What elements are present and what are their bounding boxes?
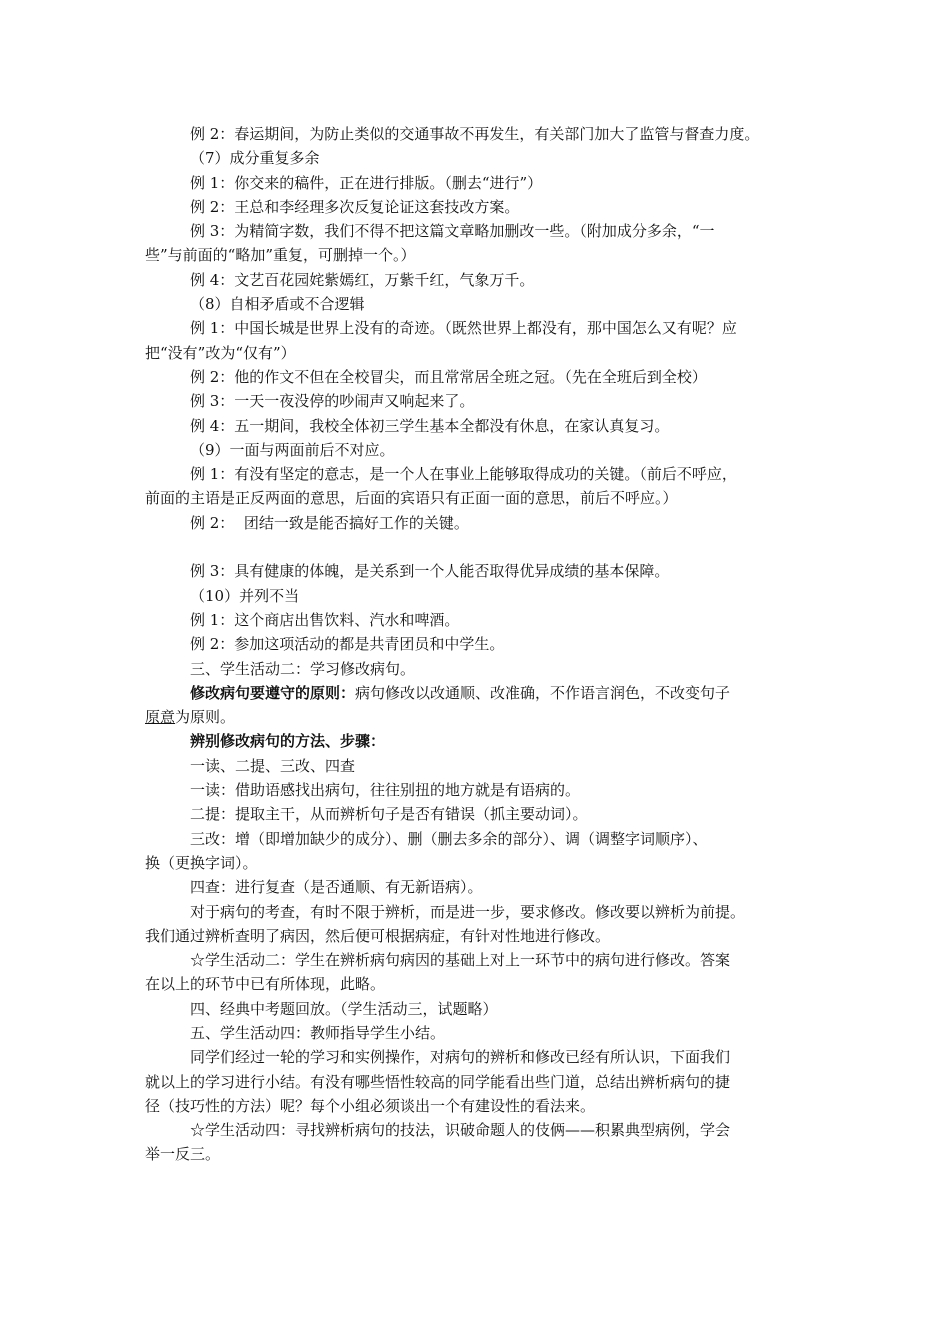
example-line: 例 1：你交来的稿件，正在进行排版。（删去“进行”） — [190, 173, 543, 192]
example-line: 例 2： 团结一致是能否搞好工作的关键。 — [190, 513, 469, 532]
activity-paragraph: ☆学生活动四：寻找辨析病句的技法，识破命题人的伎俩——积累典型病例，学会 — [190, 1121, 731, 1140]
underlined-term: 原意 — [145, 708, 176, 727]
principle-paragraph-continued — [145, 705, 805, 729]
example-line: 例 3：具有健康的体魄，是关系到一个人能否取得优异成绩的基本保障。 — [190, 562, 670, 581]
example-line-continued: 把“没有”改为“仅有”） — [145, 343, 296, 362]
body-paragraph: 同学们经过一轮的学习和实例操作，对病句的辨析和修改已经有所认识，下面我们 — [190, 1048, 731, 1067]
blank-line — [145, 535, 805, 559]
method-heading: 辨别修改病句的方法、步骤： — [190, 732, 386, 751]
method-line: 二提：提取主干，从而辨析句子是否有错误（抓主要动词）。 — [190, 805, 588, 824]
section-heading: 三、学生活动二：学习修改病句。 — [190, 659, 416, 678]
example-line: 例 2：王总和李经理多次反复论证这套技改方案。 — [190, 197, 520, 216]
document-page — [145, 122, 805, 1167]
example-line: 例 2：他的作文不但在全校冒尖，而且常常居全班之冠。（先在全班后到全校） — [190, 367, 707, 386]
principle-text: 病句修改以改通顺、改准确，不作语言润色，不改变句子 — [355, 683, 731, 702]
section-heading: （7）成分重复多余 — [190, 149, 320, 168]
method-line-continued: 换（更换字词）。 — [145, 853, 258, 872]
body-paragraph-continued: 我们通过辨析查明了病因，然后便可根据病症，有针对性地进行修改。 — [145, 926, 611, 945]
example-line-continued: 前面的主语是正反两面的意思，后面的宾语只有正面一面的意思，前后不呼应。） — [145, 489, 678, 508]
body-paragraph-continued: 就以上的学习进行小结。有没有哪些悟性较高的同学能看出些门道，总结出辨析病句的捷 — [145, 1072, 731, 1091]
method-line: 一读、二提、三改、四查 — [190, 756, 356, 775]
method-line: 一读：借助语感找出病句，往往别扭的地方就是有语病的。 — [190, 781, 581, 800]
activity-paragraph-continued: 在以上的环节中已有所体现，此略。 — [145, 975, 386, 994]
example-line: 例 1：有没有坚定的意志，是一个人在事业上能够取得成功的关键。（前后不呼应， — [190, 465, 737, 484]
body-paragraph-continued: 径（技巧性的方法）呢？每个小组必须谈出一个有建设性的看法来。 — [145, 1096, 596, 1115]
section-heading: 四、经典中考题回放。（学生活动三，试题略） — [190, 999, 498, 1018]
example-line: 例 4：五一期间，我校全体初三学生基本全都没有休息，在家认真复习。 — [190, 416, 670, 435]
example-line: 例 3：一天一夜没停的吵闹声又响起来了。 — [190, 392, 475, 411]
activity-paragraph: ☆学生活动二：学生在辨析病句病因的基础上对上一环节中的病句进行修改。答案 — [190, 951, 731, 970]
method-line: 三改：增（即增加缺少的成分）、删（删去多余的部分）、调（调整字词顺序）、 — [190, 829, 708, 848]
example-line: 例 1：中国长城是世界上没有的奇迹。（既然世界上都没有，那中国怎么又有呢？应 — [190, 319, 737, 338]
section-heading: （9）一面与两面前后不对应。 — [190, 440, 395, 459]
principle-title: 修改病句要遵守的原则： — [190, 683, 356, 702]
principle-paragraph — [145, 681, 805, 705]
method-line: 四查：进行复查（是否通顺、有无新语病）。 — [190, 878, 483, 897]
example-line: 例 4：文艺百花园姹紫嫣红，万紫千红，气象万千。 — [190, 270, 535, 289]
example-line: 例 1：这个商店出售饮料、汽水和啤酒。 — [190, 610, 460, 629]
example-line: 例 3：为精简字数，我们不得不把这篇文章略加删改一些。（附加成分多余，“一 — [190, 222, 715, 241]
section-heading: （10）并列不当 — [190, 586, 300, 605]
section-heading: 五、学生活动四：教师指导学生小结。 — [190, 1023, 446, 1042]
activity-paragraph-continued: 举一反三。 — [145, 1145, 221, 1164]
principle-text-end: 为原则。 — [175, 708, 236, 727]
example-line-continued: 些”与前面的“略加”重复，可删掉一个。） — [145, 246, 416, 265]
example-line: 例 2：春运期间，为防止类似的交通事故不再发生，有关部门加大了监管与督查力度。 — [190, 125, 760, 143]
section-heading: （8）自相矛盾或不合逻辑 — [190, 295, 365, 314]
body-paragraph: 对于病句的考查，有时不限于辨析，而是进一步，要求修改。修改要以辨析为前提。 — [190, 902, 746, 921]
example-line: 例 2：参加这项活动的都是共青团员和中学生。 — [190, 635, 505, 654]
